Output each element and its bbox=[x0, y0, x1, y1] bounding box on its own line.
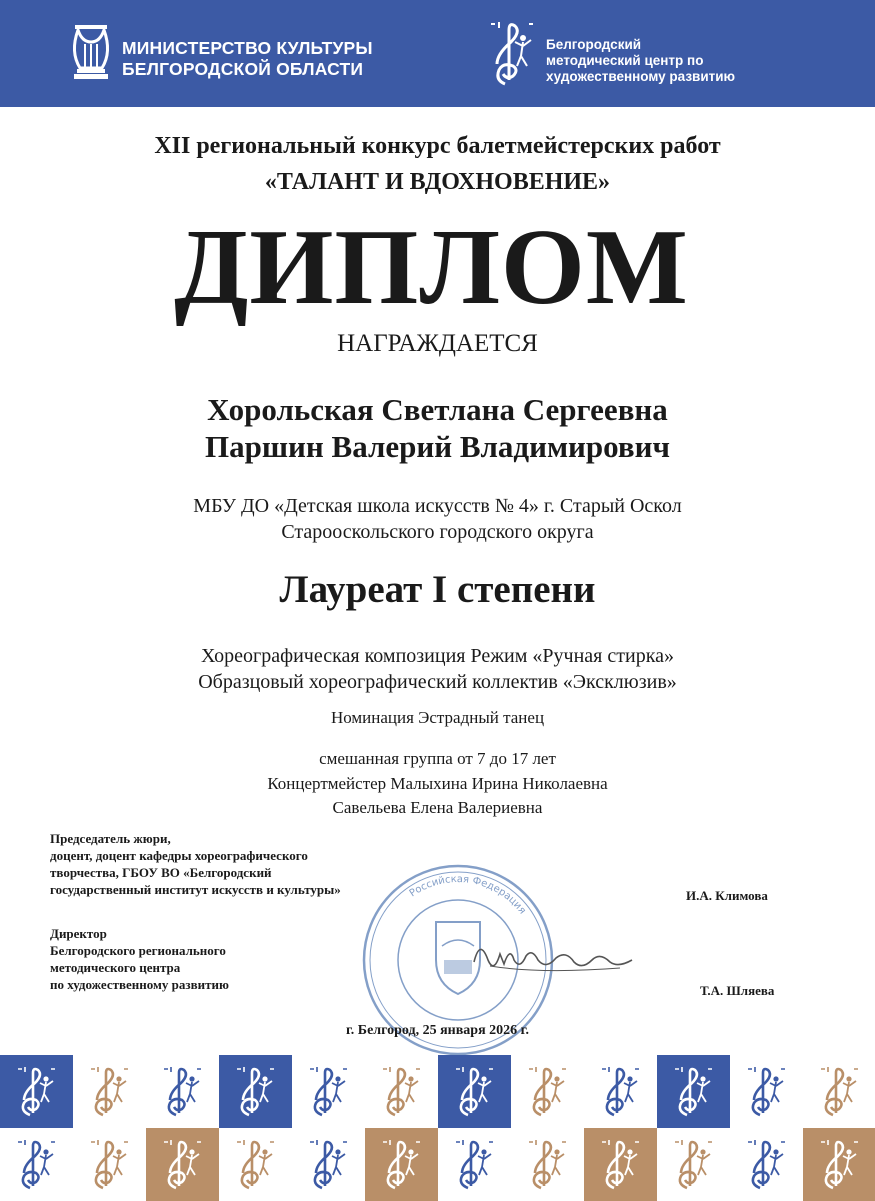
accompanist-line: Савельева Елена Валериевна bbox=[332, 798, 543, 817]
treble-clef-dancer-icon bbox=[160, 1138, 204, 1192]
work-title: Хореографическая композиция Режим «Ручная стирка» bbox=[201, 645, 674, 667]
pattern-tile bbox=[730, 1128, 803, 1201]
treble-clef-dancer-icon bbox=[817, 1065, 861, 1119]
place-date: г. Белгород, 25 января 2026 г. bbox=[346, 1023, 529, 1038]
pattern-tile bbox=[73, 1128, 146, 1201]
pattern-tile bbox=[657, 1055, 730, 1128]
age-group: смешанная группа от 7 до 17 лет bbox=[319, 749, 556, 768]
pattern-tile bbox=[0, 1128, 73, 1201]
treble-clef-dancer-icon bbox=[306, 1065, 350, 1119]
center-line-2: методический центр по bbox=[546, 53, 704, 68]
director-line: Белгородского регионального bbox=[50, 943, 226, 958]
pattern-tile bbox=[292, 1055, 365, 1128]
treble-clef-dancer-icon bbox=[598, 1138, 642, 1192]
treble-clef-dancer-icon bbox=[379, 1065, 423, 1119]
pattern-tile bbox=[511, 1128, 584, 1201]
pattern-tile bbox=[146, 1055, 219, 1128]
center-line-1: Белгородский bbox=[546, 37, 642, 52]
treble-clef-dancer-icon bbox=[379, 1138, 423, 1192]
pattern-tile bbox=[219, 1128, 292, 1201]
treble-clef-dancer-icon bbox=[671, 1138, 715, 1192]
pattern-tile bbox=[803, 1055, 875, 1128]
jury-chair-line: Председатель жюри, bbox=[50, 831, 171, 846]
stamp-text: Российская Федерация bbox=[407, 873, 528, 917]
director-line: по художественному развитию bbox=[50, 977, 229, 992]
jury-chair-line: творчества, ГБОУ ВО «Белгородский bbox=[50, 865, 272, 880]
contest-name: «ТАЛАНТ И ВДОХНОВЕНИЕ» bbox=[264, 169, 611, 195]
treble-clef-dancer-icon bbox=[452, 1065, 496, 1119]
jury-chair-line: доцент, доцент кафедры хореографического bbox=[50, 848, 308, 863]
pattern-tile bbox=[73, 1055, 146, 1128]
pattern-tile bbox=[584, 1055, 657, 1128]
treble-clef-dancer-icon bbox=[744, 1138, 788, 1192]
recipient-name: Хорольская Светлана Сергеевна bbox=[207, 392, 668, 427]
pattern-tile bbox=[803, 1128, 875, 1201]
pattern-tile bbox=[657, 1128, 730, 1201]
treble-clef-dancer-icon bbox=[160, 1065, 204, 1119]
awarded-label: НАГРАЖДАЕТСЯ bbox=[337, 330, 538, 357]
pattern-tile bbox=[0, 1055, 73, 1128]
jury-chair-block bbox=[50, 830, 341, 898]
handwritten-signature bbox=[470, 930, 640, 980]
pattern-tile bbox=[438, 1128, 511, 1201]
institution-line: МБУ ДО «Детская школа искусств № 4» г. Старый Оскол bbox=[193, 495, 682, 517]
footer-pattern bbox=[0, 1055, 875, 1200]
treble-clef-dancer-icon bbox=[233, 1065, 277, 1119]
treble-clef-dancer-icon bbox=[87, 1065, 131, 1119]
award-title: Лауреат I степени bbox=[279, 568, 596, 611]
pattern-tile bbox=[146, 1128, 219, 1201]
treble-clef-dancer-icon bbox=[233, 1138, 277, 1192]
treble-clef-dancer-icon bbox=[306, 1138, 350, 1192]
institution-line: Старооскольского городского округа bbox=[281, 521, 594, 543]
jury-chair-name: И.А. Климова bbox=[686, 888, 768, 903]
pattern-tile bbox=[292, 1128, 365, 1201]
treble-clef-dancer-icon bbox=[525, 1065, 569, 1119]
treble-clef-dancer-icon bbox=[87, 1138, 131, 1192]
treble-clef-dancer-icon bbox=[452, 1138, 496, 1192]
pattern-tile bbox=[365, 1055, 438, 1128]
method-center-title bbox=[546, 37, 735, 85]
lyre-column-icon bbox=[66, 22, 116, 84]
jury-chair-line: государственный институт искусств и культуры» bbox=[50, 882, 341, 897]
pattern-tile bbox=[365, 1128, 438, 1201]
director-line: методического центра bbox=[50, 960, 181, 975]
collective-name: Образцовый хореографический коллектив «Эксклюзив» bbox=[198, 671, 677, 693]
header-banner bbox=[0, 0, 875, 107]
treble-clef-dancer-icon bbox=[525, 1138, 569, 1192]
center-line-3: художественному развитию bbox=[546, 69, 736, 84]
director-line: Директор bbox=[50, 926, 107, 941]
pattern-tile bbox=[730, 1055, 803, 1128]
recipient-name: Паршин Валерий Владимирович bbox=[205, 429, 670, 464]
treble-clef-dancer-icon bbox=[485, 20, 535, 88]
diploma-heading: ДИПЛОМ bbox=[174, 208, 689, 327]
treble-clef-dancer-icon bbox=[744, 1065, 788, 1119]
accompanist-line: Концертмейстер Малыхина Ирина Николаевна bbox=[267, 774, 608, 793]
ministry-line-1: МИНИСТЕРСТВО КУЛЬТУРЫ bbox=[122, 38, 373, 58]
pattern-tile bbox=[438, 1055, 511, 1128]
pattern-tile bbox=[584, 1128, 657, 1201]
contest-title: XII региональный конкурс балетмейстерских работ bbox=[154, 133, 721, 159]
treble-clef-dancer-icon bbox=[671, 1065, 715, 1119]
ministry-line-2: БЕЛГОРОДСКОЙ ОБЛАСТИ bbox=[122, 59, 364, 79]
treble-clef-dancer-icon bbox=[817, 1138, 861, 1192]
treble-clef-dancer-icon bbox=[598, 1065, 642, 1119]
nomination: Номинация Эстрадный танец bbox=[330, 708, 545, 727]
pattern-tile bbox=[511, 1055, 584, 1128]
treble-clef-dancer-icon bbox=[14, 1138, 58, 1192]
ministry-title bbox=[122, 38, 373, 80]
director-name: Т.А. Шляева bbox=[700, 983, 775, 998]
director-block bbox=[50, 925, 229, 993]
treble-clef-dancer-icon bbox=[14, 1065, 58, 1119]
pattern-tile bbox=[219, 1055, 292, 1128]
